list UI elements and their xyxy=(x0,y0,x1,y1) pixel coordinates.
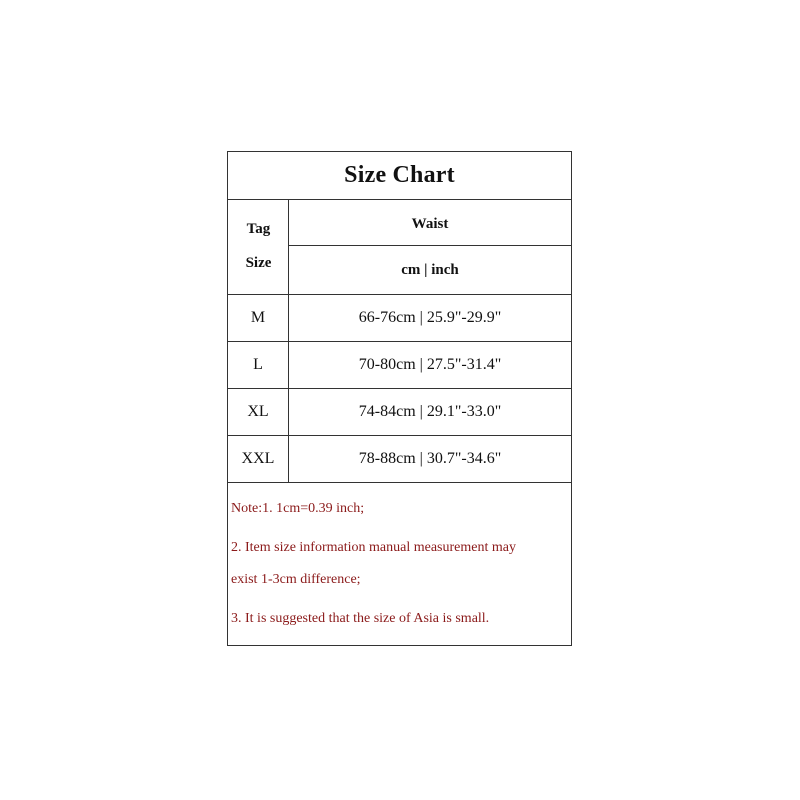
size-cell: L xyxy=(228,342,289,388)
waist-cell: 66-76cm | 25.9"-29.9" xyxy=(358,309,502,326)
waist-cell: 78-88cm | 30.7"-34.6" xyxy=(358,450,502,467)
table-row xyxy=(228,389,571,436)
size-chart-table xyxy=(227,151,572,646)
waist-cell: 70-80cm | 27.5"-31.4" xyxy=(358,356,502,373)
note-line-3: exist 1-3cm difference; xyxy=(231,572,361,587)
note-line-4: 3. It is suggested that the size of Asia is small. xyxy=(231,611,490,626)
table-row xyxy=(228,295,571,342)
table-row xyxy=(228,342,571,389)
chart-title: Size Chart xyxy=(228,152,571,200)
note-line-2: 2. Item size information manual measurement may xyxy=(231,540,516,555)
waist-cell: 74-84cm | 29.1"-33.0" xyxy=(358,403,502,420)
tag-size-header xyxy=(228,200,289,294)
tag-header-line2: Size xyxy=(245,255,272,271)
size-cell: XXL xyxy=(228,436,289,482)
units-header: cm | inch xyxy=(401,262,459,278)
tag-header-line1: Tag xyxy=(246,221,271,237)
table-row xyxy=(228,436,571,483)
size-cell: M xyxy=(228,295,289,341)
note-line-1: Note:1. 1cm=0.39 inch; xyxy=(231,501,365,516)
waist-header: Waist xyxy=(289,200,571,246)
size-cell: XL xyxy=(228,389,289,435)
